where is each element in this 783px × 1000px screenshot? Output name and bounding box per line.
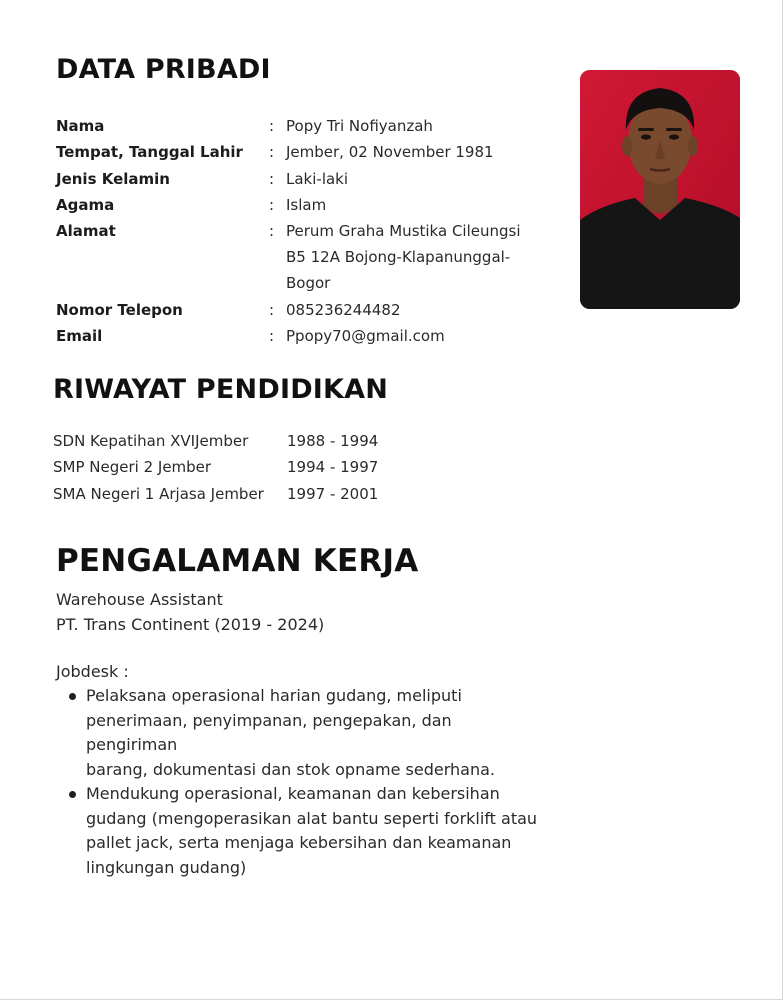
field-label: Tempat, Tanggal Lahir	[56, 143, 243, 161]
field-label: Nomor Telepon	[56, 301, 183, 319]
jobdesk-item	[66, 782, 546, 880]
education-school: SDN Kepatihan XVIJember	[53, 432, 249, 450]
portrait-photo	[580, 70, 740, 309]
field-label: Alamat	[56, 222, 116, 240]
education-years: 1988 - 1994	[287, 432, 379, 450]
jobdesk-line: Mendukung operasional, keamanan dan kebersihan	[86, 784, 500, 803]
jobdesk-item	[66, 684, 546, 782]
education-years: 1994 - 1997	[287, 458, 379, 476]
portrait-icon	[580, 70, 740, 309]
jobdesk-line: lingkungan gudang)	[86, 857, 247, 877]
field-value: Jember, 02 November 1981	[286, 143, 494, 161]
work-role: Warehouse Assistant	[56, 590, 223, 609]
jobdesk-line: pallet jack, serta menjaga kebersihan dan keamanan	[86, 833, 512, 852]
section-heading-education: RIWAYAT PENDIDIKAN	[53, 374, 389, 405]
field-value: Islam	[286, 196, 327, 214]
jobdesk-label: Jobdesk :	[56, 662, 129, 681]
address-line: B5 12A Bojong-Klapanunggal-	[286, 248, 511, 266]
field-label: Agama	[56, 196, 115, 214]
field-value	[286, 218, 521, 296]
jobdesk-line: barang, dokumentasi dan stok opname sederhana.	[86, 759, 495, 779]
jobdesk-line: penerimaan, penyimpanan, pengepakan, dan pengiriman	[86, 710, 452, 754]
education-school: SMA Negeri 1 Arjasa Jember	[53, 485, 264, 503]
work-company: PT. Trans Continent (2019 - 2024)	[56, 615, 325, 634]
field-value: Ppopy70@gmail.com	[286, 327, 445, 345]
section-heading-work-experience: PENGALAMAN KERJA	[56, 543, 419, 579]
section-heading-personal-data: DATA PRIBADI	[56, 54, 271, 85]
field-label: Jenis Kelamin	[56, 170, 170, 188]
field-label: Nama	[56, 117, 105, 135]
field-value: 085236244482	[286, 301, 401, 319]
field-value: Laki-laki	[286, 170, 349, 188]
jobdesk-list	[66, 684, 546, 880]
field-value: Popy Tri Nofiyanzah	[286, 117, 433, 135]
field-separator: :	[269, 143, 275, 161]
address-line: Perum Graha Mustika Cileungsi	[286, 222, 521, 240]
education-school: SMP Negeri 2 Jember	[53, 458, 212, 476]
field-separator: :	[269, 327, 275, 345]
field-separator: :	[269, 170, 275, 188]
field-label: Email	[56, 327, 103, 345]
jobdesk-line: gudang (mengoperasikan alat bantu seperti forklift atau	[86, 808, 538, 828]
field-separator: :	[269, 117, 275, 135]
bullet-icon	[69, 693, 76, 700]
address-line: Bogor	[286, 274, 331, 292]
field-separator: :	[269, 196, 275, 214]
bullet-icon	[69, 791, 76, 798]
education-years: 1997 - 2001	[287, 485, 379, 503]
field-separator: :	[269, 301, 275, 319]
field-separator: :	[269, 222, 275, 240]
jobdesk-line: Pelaksana operasional harian gudang, meliputi	[86, 686, 462, 705]
